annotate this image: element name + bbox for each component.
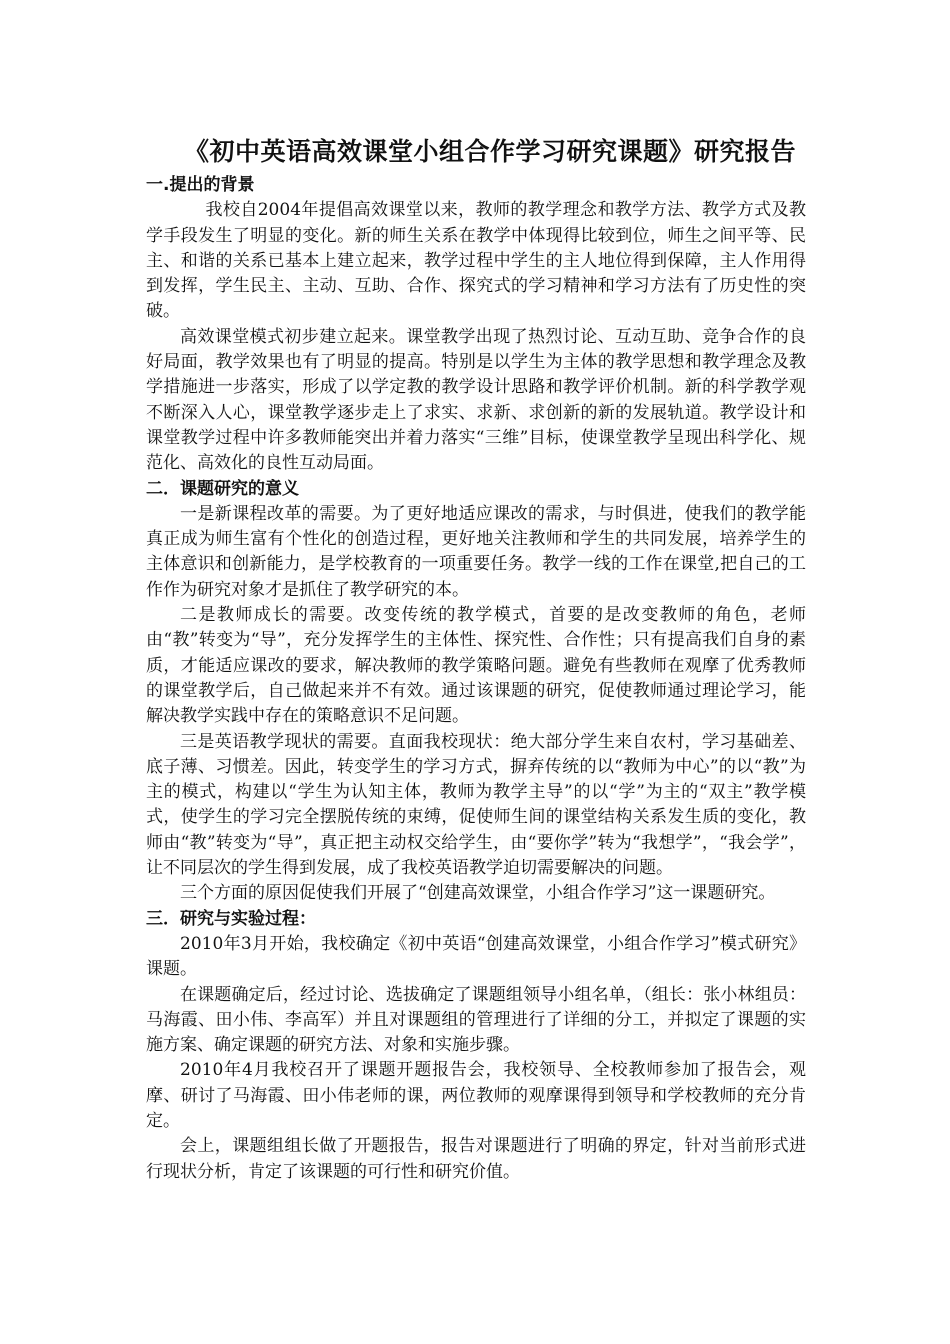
section-heading: 一.提出的背景 bbox=[146, 175, 255, 195]
paragraph: 一是新课程改革的需要。为了更好地适应课改的需求，与时俱进，使我们的教学能真正成为师生富有个性化的创造过程，更好地关注教师和学生的共同发展，培养学生的主体意识和创新能力，是学校教育的一项重要任务。教学一线的工作在课堂,把自己的工作作为研究对象才是抓住了教学研究的本。 bbox=[146, 503, 806, 600]
section-significance bbox=[146, 477, 806, 907]
paragraph: 三个方面的原因促使我们开展了“创建高效课堂，小组合作学习”这一课题研究。 bbox=[180, 883, 776, 904]
section-heading: 二．课题研究的意义 bbox=[146, 478, 299, 499]
document-body bbox=[146, 173, 806, 1185]
section-heading: 三．研究与实验过程： bbox=[146, 908, 316, 929]
paragraph: 2010年3月开始，我校确定《初中英语“创建高效课堂，小组合作学习”模式研究》课题。 bbox=[146, 933, 806, 980]
section-process bbox=[146, 907, 806, 1185]
paragraph: 高效课堂模式初步建立起来。课堂教学出现了热烈讨论、互动互助、竞争合作的良好局面，教学效果也有了明显的提高。特别是以学生为主体的教学思想和教学理念及教学措施进一步落实，形成了以学定教的教学设计思路和教学评价机制。新的科学教学观不断深入人心，课堂教学逐步走上了求实、求新、求创新的新的发展轨道。教学设计和课堂教学过程中许多教师能突出并着力落实“三维”目标，使课堂教学呈现出科学化、规范化、高效化的良性互动局面。 bbox=[146, 326, 806, 474]
paragraph: 会上，课题组组长做了开题报告，报告对课题进行了明确的界定，针对当前形式进行现状分析，肯定了该课题的可行性和研究价值。 bbox=[146, 1136, 806, 1182]
paragraph: 三是英语教学现状的需要。直面我校现状：绝大部分学生来自农村，学习基础差、底子薄、习惯差。因此，转变学生的学习方式，摒弃传统的以“教师为中心”的以“教”为主的模式，构建以“学生为认知主体，教师为教学主导”的以“学”为主的“双主”教学模式，使学生的学习完全摆脱传统的束缚，促使师生间的课堂结构关系发生质的变化，教师由“教”转变为“导”，真正把主动权交给学生，由“要你学”转为“我想学”，“我会学”，让不同层次的学生得到发展，成了我校英语教学迫切需要解决的问题。 bbox=[146, 731, 806, 879]
document-title: 《初中英语高效课堂小组合作学习研究课题》研究报告 bbox=[183, 137, 796, 166]
paragraph: 二是教师成长的需要。改变传统的教学模式，首要的是改变教师的角色，老师由“教”转变为“导”，充分发挥学生的主体性、探究性、合作性；只有提高我们自身的素质，才能适应课改的要求，解决教师的教学策略问题。避免有些教师在观摩了优秀教师的课堂教学后，自己做起来并不有效。通过该课题的研究，促使教师通过理论学习，能解决教学实践中存在的策略意识不足问题。 bbox=[146, 605, 806, 727]
paragraph: 在课题确定后，经过讨论、选拔确定了课题组领导小组名单，（组长：张小林组员：马海霞、田小伟、李高军）并且对课题组的管理进行了详细的分工，并拟定了课题的实施方案、确定课题的研究方法、对象和实施步骤。 bbox=[146, 984, 806, 1056]
section-background bbox=[146, 173, 806, 477]
paragraph: 我校自2004年提倡高效课堂以来，教师的教学理念和教学方法、教学方式及教学手段发生了明显的变化。新的师生关系在教学中体现得比较到位，师生之间平等、民主、和谐的关系已基本上建立起来，教学过程中学生的主人地位得到保障，主人作用得到发挥，学生民主、主动、互助、合作、探究式的学习精神和学习方法有了历史性的突破。 bbox=[146, 200, 806, 322]
paragraph: 2010年4月我校召开了课题开题报告会，我校领导、全校教师参加了报告会，观摩、研讨了马海霞、田小伟老师的课，两位教师的观摩课得到领导和学校教师的充分肯定。 bbox=[146, 1060, 806, 1131]
